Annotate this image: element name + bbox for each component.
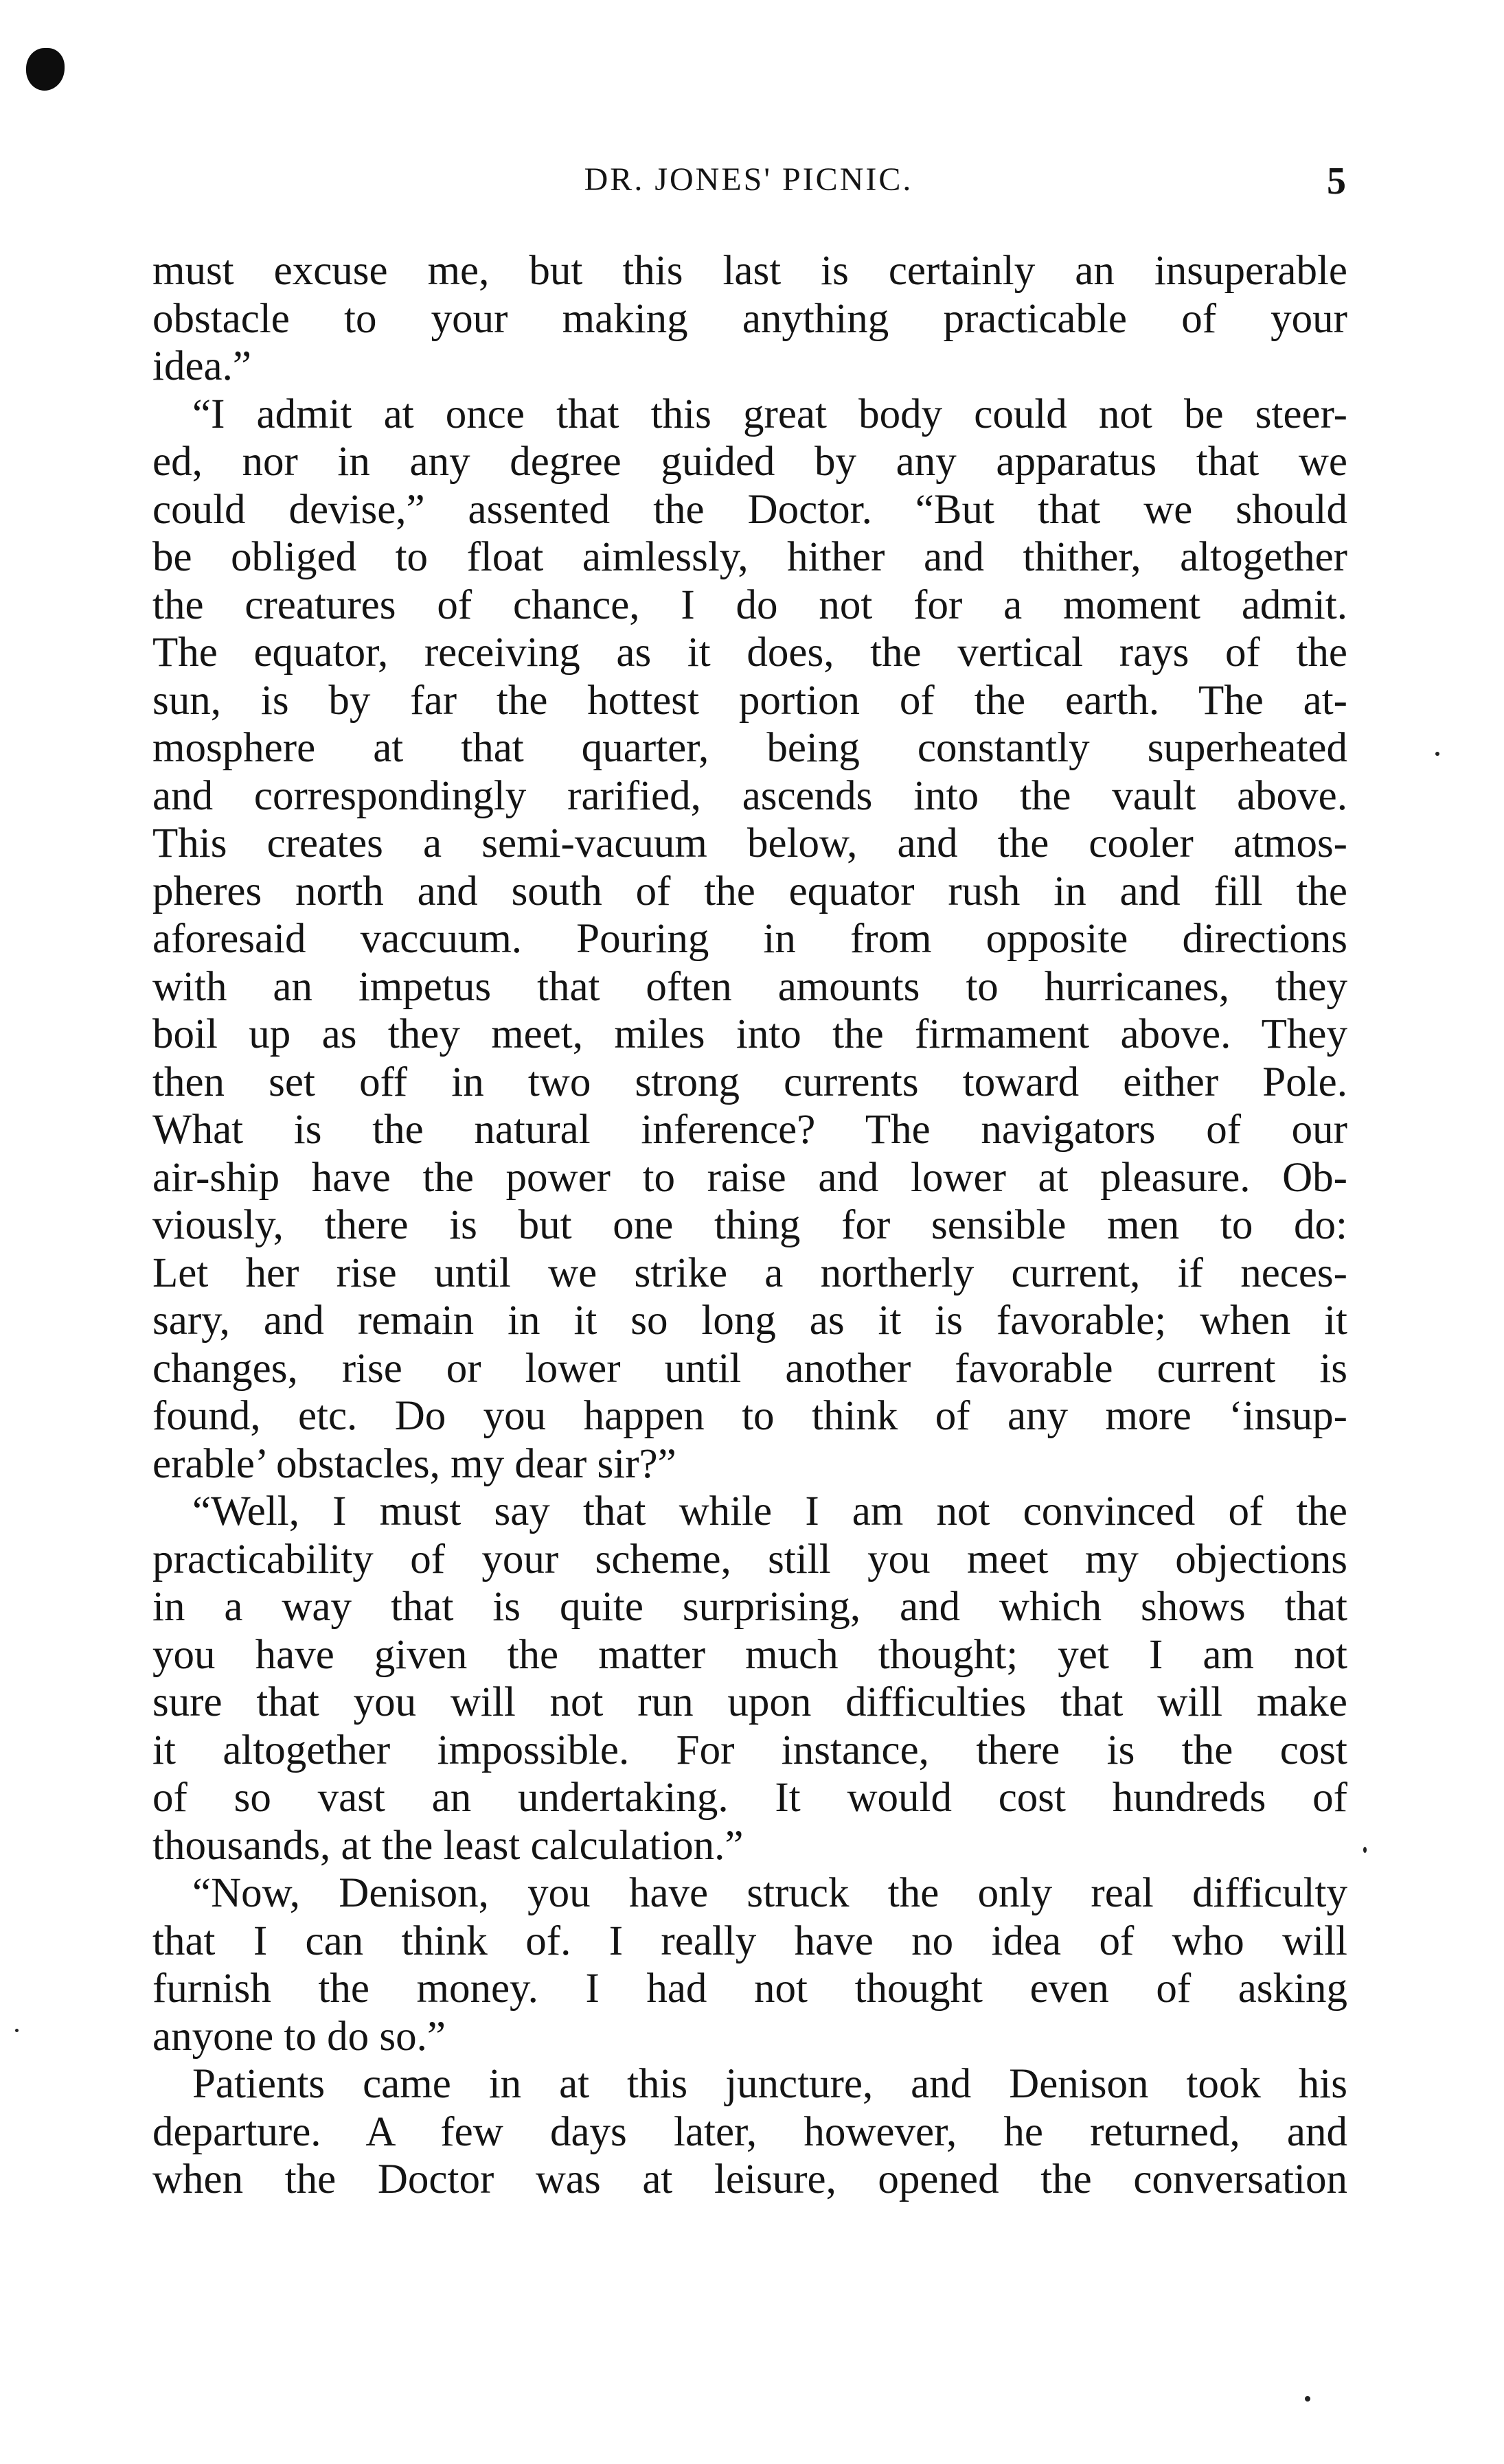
running-title: DR. JONES' PICNIC. bbox=[584, 161, 913, 198]
text-line: changes, rise or lower until another favorable current is bbox=[152, 1345, 1347, 1392]
ink-speck bbox=[1305, 2396, 1310, 2402]
text-line: aforesaid vaccuum. Pouring in from opposite directions bbox=[152, 916, 1347, 962]
text-line: “Now, Denison, you have struck the only real difficulty bbox=[192, 1870, 1347, 1916]
text-line: that I can think of. I really have no idea of who will bbox=[152, 1918, 1347, 1964]
text-line: departure. A few days later, however, he returned, and bbox=[152, 2108, 1347, 2155]
text-line: mosphere at that quarter, being constantly superheated bbox=[152, 725, 1347, 771]
text-line: when the Doctor was at leisure, opened the conversation bbox=[152, 2156, 1347, 2202]
running-head bbox=[151, 159, 1346, 207]
text-line: must excuse me, but this last is certainly an insuperable bbox=[152, 248, 1347, 294]
text-line: you have given the matter much thought; yet I am not bbox=[152, 1631, 1347, 1678]
text-line: practicability of your scheme, still you meet my objections bbox=[152, 1536, 1347, 1582]
text-line: found, etc. Do you happen to think of any more ‘insup- bbox=[152, 1393, 1347, 1439]
text-line: in a way that is quite surprising, and which shows that bbox=[152, 1584, 1347, 1630]
text-line: with an impetus that often amounts to hurricanes, they bbox=[152, 963, 1347, 1010]
text-line: then set off in two strong currents toward either Pole. bbox=[152, 1059, 1347, 1105]
text-line: could devise,” assented the Doctor. “But that we should bbox=[152, 486, 1347, 533]
text-line: boil up as they meet, miles into the firmament above. They bbox=[152, 1011, 1347, 1057]
text-line: “I admit at once that this great body could not be steer- bbox=[192, 391, 1347, 437]
text-line: viously, there is but one thing for sensible men to do: bbox=[152, 1202, 1347, 1248]
text-line: The equator, receiving as it does, the vertical rays of the bbox=[152, 630, 1347, 676]
body-text bbox=[152, 247, 1347, 2204]
ink-speck bbox=[15, 2029, 19, 2032]
text-line: air-ship have the power to raise and lower at pleasure. Ob- bbox=[152, 1154, 1347, 1201]
text-line: pheres north and south of the equator rush in and fill the bbox=[152, 868, 1347, 914]
text-line: “Well, I must say that while I am not convinced of the bbox=[192, 1488, 1347, 1534]
text-line: This creates a semi-vacuum below, and the cooler atmos- bbox=[152, 820, 1347, 866]
text-line: Let her rise until we strike a northerly current, if neces- bbox=[152, 1250, 1347, 1296]
text-line: it altogether impossible. For instance, there is the cost bbox=[152, 1727, 1347, 1773]
ink-speck bbox=[1435, 752, 1439, 756]
text-line: be obliged to float aimlessly, hither and thither, altogether bbox=[152, 534, 1347, 580]
text-line: furnish the money. I had not thought even of asking bbox=[152, 1966, 1347, 2012]
text-line: Patients came in at this juncture, and Denison took his bbox=[192, 2061, 1347, 2107]
ink-speck bbox=[1363, 1847, 1367, 1853]
text-line: thousands, at the least calculation.” bbox=[152, 1822, 744, 1869]
text-line: anyone to do so.” bbox=[152, 2013, 446, 2060]
page-number: 5 bbox=[1327, 160, 1346, 203]
text-line: sary, and remain in it so long as it is favorable; when it bbox=[152, 1298, 1347, 1344]
text-line: erable’ obstacles, my dear sir?” bbox=[152, 1440, 676, 1487]
ink-blot bbox=[26, 48, 65, 91]
text-line: What is the natural inference? The navigators of our bbox=[152, 1107, 1347, 1153]
text-line: obstacle to your making anything practicable of your bbox=[152, 295, 1347, 342]
text-line: sure that you will not run upon difficulties that will make bbox=[152, 1679, 1347, 1725]
text-line: sun, is by far the hottest portion of the earth. The at- bbox=[152, 677, 1347, 724]
text-line: ed, nor in any degree guided by any apparatus that we bbox=[152, 439, 1347, 485]
text-line: and correspondingly rarified, ascends into the vault above. bbox=[152, 772, 1347, 819]
text-line: idea.” bbox=[152, 343, 251, 389]
text-line: the creatures of chance, I do not for a moment admit. bbox=[152, 582, 1347, 628]
text-line: of so vast an undertaking. It would cost hundreds of bbox=[152, 1775, 1347, 1821]
